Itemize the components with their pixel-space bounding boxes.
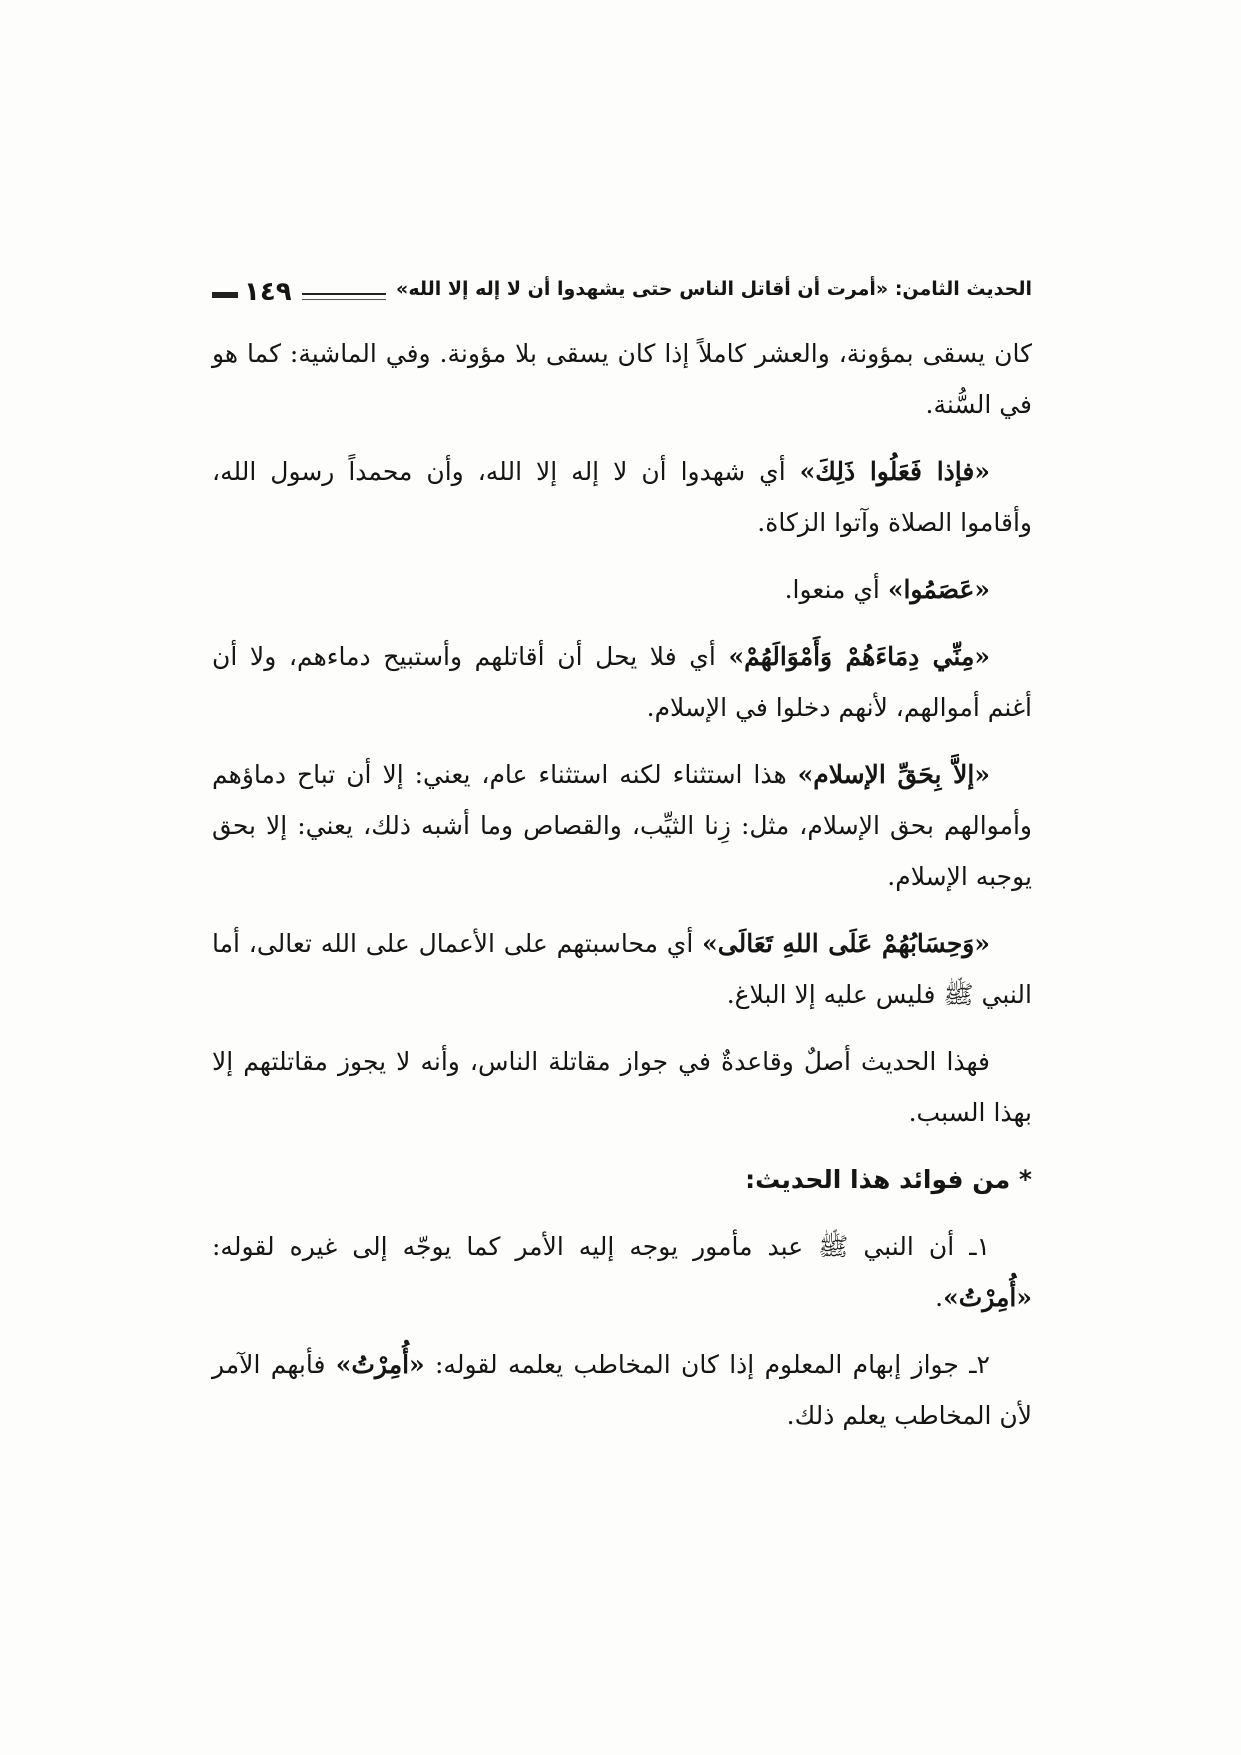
benefit-end: .	[935, 1283, 944, 1312]
explanation: أي محاسبتهم على الأعمال على الله تعالى، أما النبي ﷺ فليس عليه إلا البلاغ.	[212, 929, 1032, 1009]
explanation: أي فلا يحل أن أقاتلهم وأستبيح دماءهم، ولا أن أغنم أموالهم، لأنهم دخلوا في الإسلام.	[212, 642, 1032, 722]
paragraph-1: كان يسقى بمؤونة، والعشر كاملاً إذا كان يسقى بلا مؤونة. وفي الماشية: كما هو في السُّنة.	[212, 339, 1032, 419]
hadith-term: «أُمِرْتُ»	[943, 1283, 1032, 1312]
paragraph-7: فهذا الحديث أصلٌ وقاعدةٌ في جواز مقاتلة الناس، وأنه لا يجوز مقاتلتهم إلا بهذا السبب.	[212, 1047, 1032, 1127]
explanation: هذا استثناء لكنه استثناء عام، يعني: إلا أن تباح دماؤهم وأموالهم بحق الإسلام، مثل: زِنا الثيِّب، والقصاص وما أشبه ذلك، يعني: إلا بحق يوجبه الإسلام.	[212, 760, 1032, 891]
paragraph-4	[212, 631, 1032, 733]
page-number: ١٤٩	[244, 277, 292, 307]
hadith-term: «أُمِرْتُ»	[335, 1350, 425, 1379]
page-body	[212, 328, 1032, 1441]
hadith-term: «فإذا فَعَلُوا ذَلِكَ»	[799, 457, 990, 486]
paragraph-6	[212, 918, 1032, 1020]
benefit-1	[212, 1221, 1032, 1323]
running-header	[212, 268, 1032, 310]
benefit-end: فأبهم الآمر لأن المخاطب يعلم ذلك.	[212, 1350, 1032, 1430]
header-rule	[302, 293, 386, 300]
hadith-term: «وَحِسَابُهُمْ عَلَى اللهِ تَعَالَى»	[702, 929, 991, 958]
explanation: أي منعوا.	[784, 575, 888, 604]
page-number-bar	[212, 292, 238, 298]
hadith-term: «مِنِّي دِمَاءَهُمْ وَأَمْوَالَهُمْ»	[728, 642, 990, 671]
benefit-text: ٢ـ جواز إبهام المعلوم إذا كان المخاطب يعلمه لقوله:	[424, 1350, 990, 1379]
hadith-term: «إلاَّ بِحَقِّ الإسلام»	[797, 760, 991, 789]
benefit-2	[212, 1339, 1032, 1441]
running-title: الحديث الثامن: «أمرت أن أقاتل الناس حتى يشهدوا أن لا إله إلا الله»	[396, 278, 1032, 300]
paragraph-3	[212, 564, 1032, 615]
benefit-text: ١ـ أن النبي ﷺ عبد مأمور يوجه إليه الأمر كما يوجّه إلى غيره لقوله:	[212, 1232, 990, 1261]
section-title: * من فوائد هذا الحديث:	[745, 1165, 1032, 1194]
book-page	[212, 268, 1032, 1457]
paragraph-5	[212, 749, 1032, 902]
explanation: أي شهدوا أن لا إله إلا الله، وأن محمداً رسول الله، وأقاموا الصلاة وآتوا الزكاة.	[212, 457, 1032, 537]
paragraph-2	[212, 446, 1032, 548]
hadith-term: «عَصَمُوا»	[887, 575, 990, 604]
